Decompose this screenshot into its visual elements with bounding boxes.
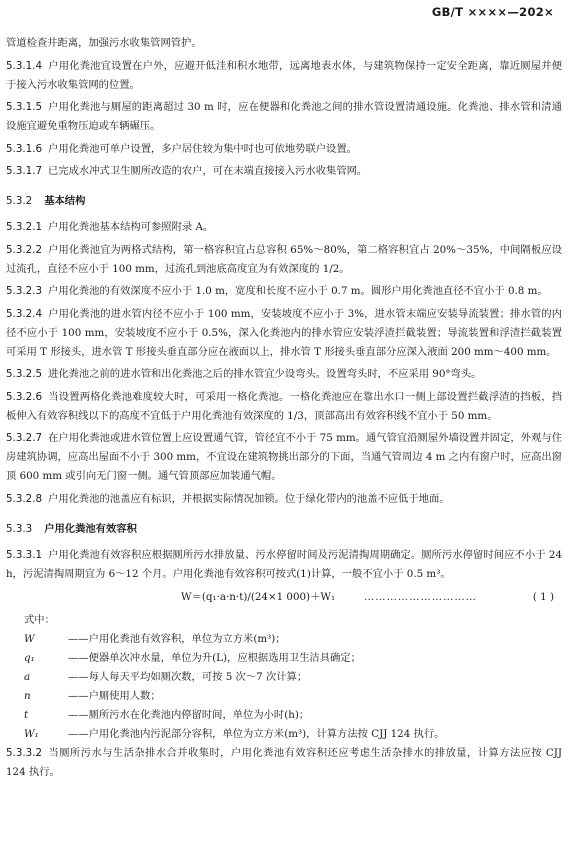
clause-text: 户用化粪池宜设置在户外，应避开低洼和积水地带，远离地表水体，与建筑物保持一定安全距离，靠近厕屋并便于接入污水收集管网的位置。 xyxy=(6,59,562,91)
section-title: 基本结构 xyxy=(44,195,86,207)
clause-number: 5.3.2.8 xyxy=(6,492,43,505)
clause-number: 5.3.2.1 xyxy=(6,221,43,233)
definition-text: ——户厕使用人数； xyxy=(68,690,161,702)
definition-symbol: W xyxy=(24,633,35,645)
definition-row xyxy=(6,706,562,725)
paragraph-group-5-3-2 xyxy=(6,218,562,509)
definition-row xyxy=(6,687,562,706)
clause-number: 5.3.2.6 xyxy=(6,390,43,403)
formula-leader-dots: ………………………… xyxy=(364,591,477,603)
clause xyxy=(6,162,562,181)
clause xyxy=(6,490,562,509)
clause-text: 户用化粪池与厕屋的距离超过 30 m 时，应在便器和化粪池之间的排水管设置清通设施。化粪池、排水管和清通设施宜避免重物压迫或车辆碾压。 xyxy=(6,101,562,132)
clause-number: 5.3.2.3 xyxy=(6,285,43,297)
clause-text: 户用化粪池的有效深度不应小于 1.0 m，宽度和长度不应小于 0.7 m。圆形户用化粪池直径不宜小于 0.8 m。 xyxy=(48,285,548,297)
definition-row xyxy=(6,668,562,687)
clause xyxy=(6,241,562,279)
clause xyxy=(6,140,562,159)
clause-number: 5.3.3.2 xyxy=(6,747,43,759)
formula-number: ( 1 ) xyxy=(532,591,554,603)
definition-row xyxy=(6,649,562,668)
clause-number: 5.3.2.7 xyxy=(6,432,43,444)
clause xyxy=(6,305,562,362)
clause-text: 户用化粪池的进水管内径不应小于 100 mm，安装坡度不应小于 3%，进水管末端应安装导流装置；排水管的内径不应小于 100 mm，安装坡度不应小于 0.5%，深入化粪池内的排水管应安装浮渣拦截装置；导流装置和浮渣拦截装置可采用 T 形接头，进水管 T 形接头垂直部分应在液面以上，排水管 T 形接头垂直部分应深入液面 200 mm～400 mm。 xyxy=(6,307,562,358)
clause-number: 5.3.1.4 xyxy=(6,59,43,72)
clause-text: 已完成水冲式卫生厕所改造的农户，可在末端直接接入污水收集管网。 xyxy=(48,165,368,177)
clause xyxy=(6,98,562,136)
clause xyxy=(6,218,562,237)
clause-text: 当设置两格化粪池难度较大时，可采用一格化粪池。一格化粪池应在靠出水口一侧上部设置拦截浮渣的挡板，挡板伸入有效容积线以下的高度不宜低于户用化粪池有效深度的 1/3，顶部高出有效容积线不宜小于 50 mm。 xyxy=(6,390,562,422)
clause-text: 户用化粪池基本结构可参照附录 A。 xyxy=(48,221,214,233)
clause-number: 5.3.2.4 xyxy=(6,307,43,320)
section-number: 5.3.3 xyxy=(6,522,33,535)
clause xyxy=(6,388,562,426)
clause-number: 5.3.2.2 xyxy=(6,243,43,256)
clause xyxy=(6,365,562,384)
clause xyxy=(6,34,562,53)
definition-symbol: W₁ xyxy=(24,728,39,740)
definition-text: ——户用化粪池内污泥部分容积，单位为立方米(m³)，计算方法按 CJJ 124 执行。 xyxy=(68,728,445,740)
definition-text: ——厕所污水在化粪池内停留时间，单位为小时(h)； xyxy=(68,709,310,721)
clause-text: 户用化粪池的池盖应有标识，并根据实际情况加锁。位于绿化带内的池盖不应低于地面。 xyxy=(48,492,450,505)
definition-symbol: a xyxy=(24,671,31,683)
clause xyxy=(6,282,562,301)
clause-5-3-3-1 xyxy=(6,546,562,584)
definition-text: ——便器单次冲水量，单位为升(L)，应根据选用卫生洁具确定； xyxy=(68,652,361,664)
definition-text: ——每人每天平均如厕次数，可按 5 次～7 次计算； xyxy=(68,671,308,683)
section-heading-5-3-2 xyxy=(6,192,562,211)
section-heading-5-3-3 xyxy=(6,520,562,539)
document-body xyxy=(6,34,562,786)
clause-number: 5.3.1.5 xyxy=(6,101,43,113)
formula-1 xyxy=(6,587,562,607)
clause-text: 进化粪池之前的进水管和出化粪池之后的排水管宜少设弯头。设置弯头时，不应采用 90°弯头。 xyxy=(48,368,482,380)
clause-number: 5.3.1.6 xyxy=(6,142,43,155)
symbol-definitions xyxy=(6,630,562,744)
clause-text: 户用化粪池有效容积应根据厕所污水排放量、污水停留时间及污泥清掏周期确定。厕所污水停留时间应不小于 24 h，污泥清掏周期宜为 6～12 个月。户用化粪池有效容积可按式(1)计算，一般不宜小于 0.5 m³。 xyxy=(6,548,562,580)
definition-symbol: n xyxy=(24,690,31,702)
section-title: 户用化粪池有效容积 xyxy=(44,522,137,535)
clause-text: 户用化粪池可单户设置，多户居住较为集中时也可依地势联户设置。 xyxy=(48,142,357,155)
clause xyxy=(6,57,562,95)
clause-number: 5.3.1.7 xyxy=(6,165,43,177)
definition-symbol: q₁ xyxy=(24,652,35,664)
clause-number: 5.3.3.1 xyxy=(6,548,43,561)
clause-number: 5.3.2.5 xyxy=(6,368,43,380)
standard-header: GB/T ××××—202× xyxy=(431,5,554,19)
definition-row xyxy=(6,725,562,744)
definition-row xyxy=(6,630,562,649)
paragraph-group-5-3-1 xyxy=(6,34,562,181)
section-number: 5.3.2 xyxy=(6,195,33,207)
clause-5-3-3-2 xyxy=(6,744,562,782)
formula-expression: W＝(q₁·a·n·t)/(24×1 000)＋W₁ xyxy=(181,591,336,603)
definition-symbol: t xyxy=(24,709,29,721)
clause-text: 当厕所污水与生活杂排水合并收集时，户用化粪池有效容积还应考虑生活杂排水的排放量，计算方法应按 CJJ 124 执行。 xyxy=(6,747,562,778)
clause-text: 管道检查井距离，加强污水收集管网管护。 xyxy=(6,37,202,49)
definition-text: ——户用化粪池有效容积，单位为立方米(m³)； xyxy=(68,633,286,645)
clause-text: 户用化粪池宜为两格式结构，第一格容积宜占总容积 65%～80%，第二格容积宜占 20%～35%，中间隔板应设过流孔，直径不应小于 100 mm，过流孔到池底高度宜为有效深度的 1/2。 xyxy=(6,243,562,275)
clause xyxy=(6,429,562,486)
clause-text: 在户用化粪池或进水管位置上应设置通气管，管径宜不小于 75 mm。通气管宜沿厕屋外墙设置并固定，外观与住房建筑协调，应高出屋面不小于 300 mm，不宜设在建筑物挑出部分的下面，当通气管周边 4 m 之内有窗户时，应高出窗顶 600 mm 或引向无门窗一侧。通气管顶部应加装通气帽。 xyxy=(6,432,562,482)
where-label: 式中： xyxy=(24,614,55,626)
